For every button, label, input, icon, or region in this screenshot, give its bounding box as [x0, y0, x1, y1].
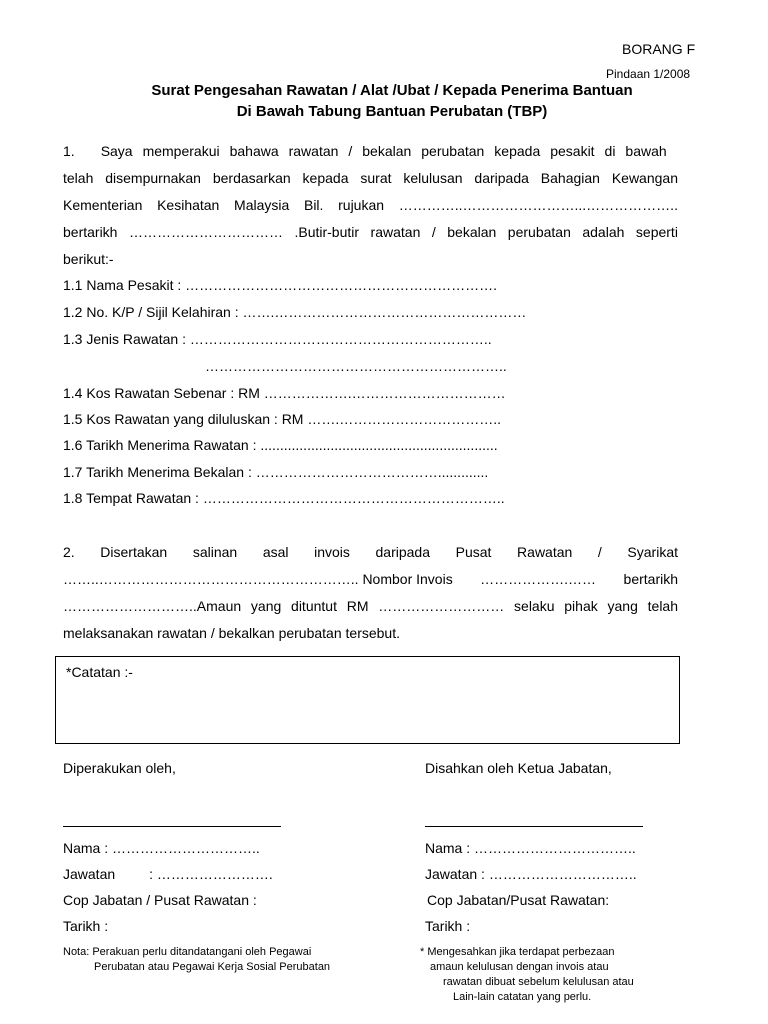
item-treatment-type: [63, 331, 492, 347]
item-patient-name: [63, 277, 497, 293]
word: seperti: [635, 224, 678, 240]
section2-line4: melaksanakan rawatan / bekalkan perubatan tersebut.: [63, 625, 400, 641]
section1-line1: [63, 143, 667, 159]
item-supply-date: [63, 464, 488, 480]
left-note-line2: Perubatan atau Pegawai Kerja Sosial Perubatan: [94, 961, 331, 973]
item-treatment-type-cont: [205, 358, 507, 374]
right-position-field[interactable]: Jawatan : …………………………..: [425, 866, 637, 882]
treatment-type-field-2[interactable]: ………………………………………………………..: [205, 358, 507, 374]
word: /: [597, 544, 602, 560]
section1-number: 1.: [63, 143, 75, 159]
actual-cost-field[interactable]: ……………….……………………………: [263, 385, 506, 401]
word: bekalan: [447, 224, 497, 240]
word: bertarikh: [63, 224, 118, 240]
item-label: 1.1 Nama Pesakit :: [63, 277, 186, 293]
word: Malaysia: [234, 197, 290, 213]
word: Kesihatan: [157, 197, 220, 213]
word: Syarikat: [627, 544, 678, 560]
reference-date-field[interactable]: ……………………………: [128, 224, 283, 240]
word: Pusat: [455, 544, 492, 560]
right-name-field[interactable]: Nama : ……………………………..: [425, 840, 636, 856]
right-note-line4: Lain-lain catatan yang perlu.: [453, 991, 592, 1003]
item-ic-number: [63, 304, 526, 320]
item-treatment-date: [63, 437, 498, 453]
notes-box[interactable]: [55, 656, 680, 744]
word: daripada: [375, 544, 431, 560]
section2-number: 2.: [63, 544, 75, 560]
item-label: 1.7 Tarikh Menerima Bekalan :: [63, 464, 256, 480]
word: rujukan: [338, 197, 385, 213]
right-stamp-label: Cop Jabatan/Pusat Rawatan:: [427, 892, 610, 908]
right-note-line1: * Mengesahkan jika terdapat perbezaan: [420, 946, 615, 958]
patient-name-field[interactable]: ………………………………………………………….: [185, 277, 498, 293]
word: /: [431, 224, 436, 240]
section2-line3: ………………………..Amaun yang dituntut RM ……………………… selaku pihak yang telah: [63, 598, 678, 614]
treatment-place-field[interactable]: ………………………………………………………..: [202, 490, 505, 506]
item-label: 1.8 Tempat Rawatan :: [63, 490, 203, 506]
clinic-name-and-invoice-label[interactable]: ……..……………………………………………….. Nombor Invois: [63, 571, 453, 587]
left-signature-line[interactable]: [63, 826, 281, 827]
reference-number-field[interactable]: …………..……………………...………………..: [398, 197, 678, 213]
supply-date-field[interactable]: ………………………………….............: [255, 464, 489, 480]
invoice-number-field[interactable]: ……………….……: [480, 571, 597, 587]
form-code: BORANG F: [622, 41, 696, 57]
item-actual-cost: [63, 385, 506, 401]
left-sign-heading: Diperakukan oleh,: [63, 760, 176, 776]
section1-line4: [63, 224, 678, 240]
section1-statement: Saya memperakui bahawa rawatan / bekalan perubatan kepada pesakit di bawah: [100, 143, 667, 159]
document-title-line1: Surat Pengesahan Rawatan / Alat /Ubat / Kepada Penerima Bantuan: [151, 82, 633, 99]
item-label: 1.6 Tarikh Menerima Rawatan :: [63, 437, 261, 453]
section1-line5: berikut:-: [63, 251, 114, 267]
word: .Butir-butir: [294, 224, 360, 240]
right-note-line2: amaun kelulusan dengan invois atau: [430, 961, 609, 973]
item-approved-cost: [63, 411, 501, 427]
word: Disertakan: [100, 544, 168, 560]
right-sign-heading: Disahkan oleh Ketua Jabatan,: [425, 760, 612, 776]
item-label: 1.4 Kos Rawatan Sebenar : RM: [63, 385, 264, 401]
word: Kementerian: [63, 197, 143, 213]
position-value: : …………………….: [149, 866, 273, 882]
left-date-field[interactable]: Tarikh :: [63, 918, 109, 934]
ic-number-field[interactable]: …….………………………………………………: [242, 304, 527, 320]
left-note-line1: Nota: Perakuan perlu ditandatangani oleh Pegawai: [63, 946, 312, 958]
left-stamp-label: Cop Jabatan / Pusat Rawatan :: [63, 892, 257, 908]
revision-label: Pindaan 1/2008: [606, 67, 691, 81]
word: salinan: [192, 544, 238, 560]
treatment-date-field[interactable]: .............................................................: [260, 437, 498, 453]
left-position-field[interactable]: [63, 866, 273, 882]
item-label: 1.2 No. K/P / Sijil Kelahiran :: [63, 304, 243, 320]
left-name-field[interactable]: Nama : …………………………..: [63, 840, 260, 856]
treatment-type-field[interactable]: ………………………………………………………..: [189, 331, 492, 347]
item-label: 1.5 Kos Rawatan yang diluluskan : RM: [63, 411, 308, 427]
word: bertarikh: [623, 571, 678, 587]
word: perubatan: [507, 224, 571, 240]
right-date-field[interactable]: Tarikh :: [425, 918, 471, 934]
notes-label: *Catatan :-: [66, 664, 133, 680]
approved-cost-field[interactable]: …….……………………………..: [307, 411, 502, 427]
right-signature-line[interactable]: [425, 826, 643, 827]
word: Rawatan: [517, 544, 573, 560]
position-label: Jawatan: [63, 866, 116, 882]
word: invois: [314, 544, 350, 560]
word: asal: [262, 544, 289, 560]
section1-line2: telah disempurnakan berdasarkan kepada surat kelulusan daripada Bahagian Kewangan: [63, 170, 678, 186]
item-treatment-place: [63, 490, 505, 506]
item-label: 1.3 Jenis Rawatan :: [63, 331, 190, 347]
right-note-line3: rawatan dibuat sebelum kelulusan atau: [443, 976, 634, 988]
document-title-line2: Di Bawah Tabung Bantuan Perubatan (TBP): [236, 103, 548, 120]
word: adalah: [582, 224, 625, 240]
section1-line3: [63, 197, 678, 213]
word: rawatan: [370, 224, 421, 240]
section2-line1: [63, 544, 678, 560]
section2-line2: [63, 571, 678, 587]
word: Bil.: [303, 197, 324, 213]
